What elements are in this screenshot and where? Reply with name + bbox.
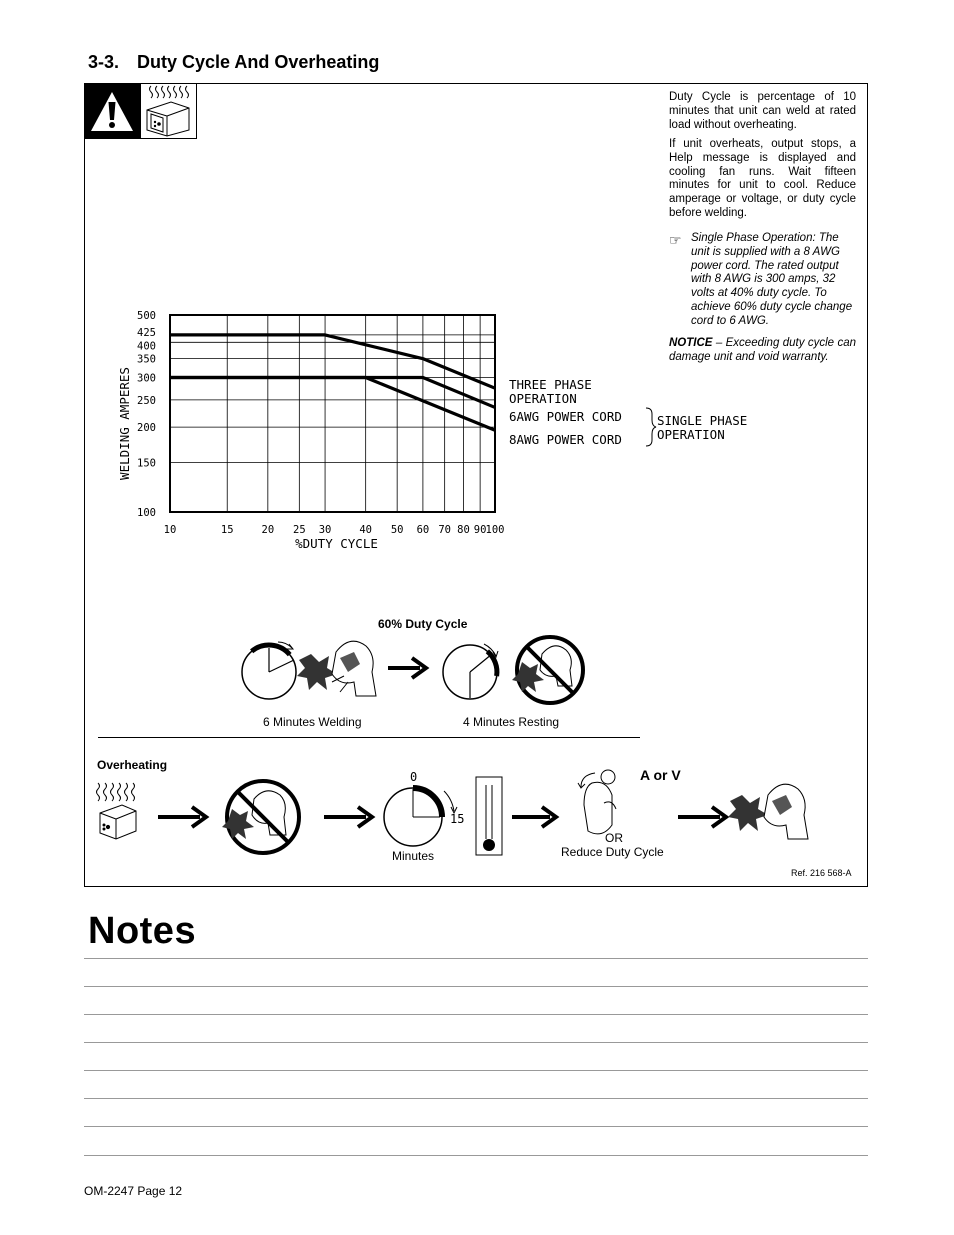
page-footer: OM-2247 Page 12 — [84, 1184, 183, 1198]
y-tick-label: 100 — [137, 507, 156, 519]
no-welding-icon — [222, 781, 299, 853]
section-title — [88, 52, 379, 73]
reduce-duty-cycle-label: Reduce Duty Cycle — [561, 845, 664, 859]
x-tick-label: 20 — [261, 524, 275, 536]
chart-series — [170, 335, 495, 430]
arrow-right-icon — [388, 658, 426, 678]
x-tick-label: 80 — [457, 524, 470, 536]
x-tick-labels — [164, 524, 505, 536]
y-axis-label: WELDING AMPERES — [117, 367, 132, 480]
warning-triangle-icon — [84, 83, 140, 139]
duty-example-illustration — [236, 632, 596, 712]
chart-grid — [170, 315, 495, 512]
y-tick-labels — [137, 310, 156, 519]
arrow-right-icon — [324, 807, 372, 827]
legend-three-phase: OPERATION — [509, 391, 577, 406]
notice-body: – Exceeding duty cycle can damage unit and void warranty. — [669, 337, 856, 363]
x-tick-label: 40 — [359, 524, 372, 536]
timer-start-label: 0 — [410, 770, 418, 784]
notes-title: Notes — [88, 910, 197, 952]
section-heading: Duty Cycle And Overheating — [137, 52, 380, 72]
overheat-icon — [140, 83, 197, 139]
x-tick-label: 25 — [293, 524, 306, 536]
overheat-instructions: If unit overheats, output stops, a Help message is displayed and cooling fan runs. Wait fifteen minutes for unit to cool. Reduce amperage or voltage, or duty cycle before welding. — [669, 138, 856, 219]
x-axis-label: %DUTY CYCLE — [295, 536, 378, 551]
minutes-label: Minutes — [392, 849, 435, 863]
y-tick-label: 150 — [137, 457, 156, 470]
notes-line — [84, 1014, 868, 1015]
overheating-title: Overheating — [97, 758, 168, 772]
notes-line — [84, 1098, 868, 1099]
cooldown-timer-icon — [384, 788, 457, 846]
warning-symbol — [84, 83, 140, 139]
welder-icon — [297, 641, 376, 696]
duty-cycle-chart — [100, 300, 770, 560]
duty-example-title: 60% Duty Cycle — [378, 617, 468, 631]
hot-unit-icon — [141, 84, 196, 138]
timer-end-label: 15 — [450, 812, 465, 826]
plot-frame — [170, 315, 495, 512]
reference-number: Ref. 216 568-A — [791, 868, 852, 878]
legend-8awg: 8AWG POWER CORD — [509, 432, 622, 447]
y-tick-label: 250 — [137, 394, 156, 407]
welder-icon — [728, 784, 808, 839]
amps-or-volts-label: A or V — [640, 767, 681, 783]
duty-cycle-definition: Duty Cycle is percentage of 10 minutes that unit can weld at rated load without overheating. — [669, 91, 856, 131]
clock-resting-icon — [443, 644, 505, 699]
x-tick-label: 70 — [438, 524, 451, 536]
clock-welding-icon — [242, 634, 296, 699]
arrow-right-icon — [158, 807, 206, 827]
legend-single-phase: SINGLE PHASE — [657, 413, 748, 428]
x-tick-label: 10 — [163, 524, 177, 536]
x-tick-label: 50 — [390, 524, 404, 536]
resting-time-label: 4 Minutes Resting — [463, 715, 560, 729]
series-line — [170, 335, 495, 388]
notes-line — [84, 1070, 868, 1071]
y-tick-label: 300 — [137, 372, 156, 385]
legend-single-phase: OPERATION — [657, 427, 725, 442]
y-tick-label: 500 — [137, 310, 156, 322]
arrow-right-icon — [512, 807, 556, 827]
section-divider — [98, 737, 640, 738]
notice-label: NOTICE — [669, 337, 713, 349]
single-phase-note: Single Phase Operation: The unit is supplied with a 8 AWG power cord. The rated output with 8 AWG is 300 amps, 32 volts at 40% duty cycle. To achieve 60% duty cycle change cord to 6 AWG. — [691, 232, 853, 327]
series-legend — [509, 377, 747, 447]
arrow-right-icon — [678, 807, 726, 827]
x-tick-label: 100 — [485, 524, 505, 536]
series-line — [170, 378, 495, 431]
notes-line — [84, 958, 868, 959]
legend-6awg: 6AWG POWER CORD — [509, 409, 622, 424]
welding-time-label: 6 Minutes Welding — [263, 715, 362, 729]
notes-line — [84, 1042, 868, 1043]
legend-three-phase: THREE PHASE — [509, 377, 592, 392]
notes-line — [84, 986, 868, 987]
y-tick-label: 200 — [137, 422, 156, 435]
series-line — [170, 378, 495, 408]
section-number: 3-3. — [88, 52, 120, 72]
x-tick-label: 60 — [416, 524, 430, 536]
y-tick-label: 425 — [137, 326, 156, 339]
hot-unit-icon — [97, 783, 137, 839]
y-tick-label: 400 — [137, 340, 156, 353]
no-welding-icon — [512, 637, 583, 703]
legend-brace — [646, 408, 656, 446]
pointing-hand-icon: ☞ — [669, 232, 682, 248]
y-tick-label: 350 — [137, 353, 156, 366]
x-tick-label: 15 — [220, 524, 234, 536]
x-tick-label: 30 — [318, 524, 332, 536]
overheating-sequence — [92, 755, 822, 865]
notes-line — [84, 1126, 868, 1127]
or-label: OR — [605, 831, 623, 845]
adjust-knob-icon — [578, 770, 616, 834]
notes-line — [84, 1155, 868, 1156]
x-tick-label: 90 — [473, 524, 487, 536]
thermometer-icon — [476, 777, 502, 855]
